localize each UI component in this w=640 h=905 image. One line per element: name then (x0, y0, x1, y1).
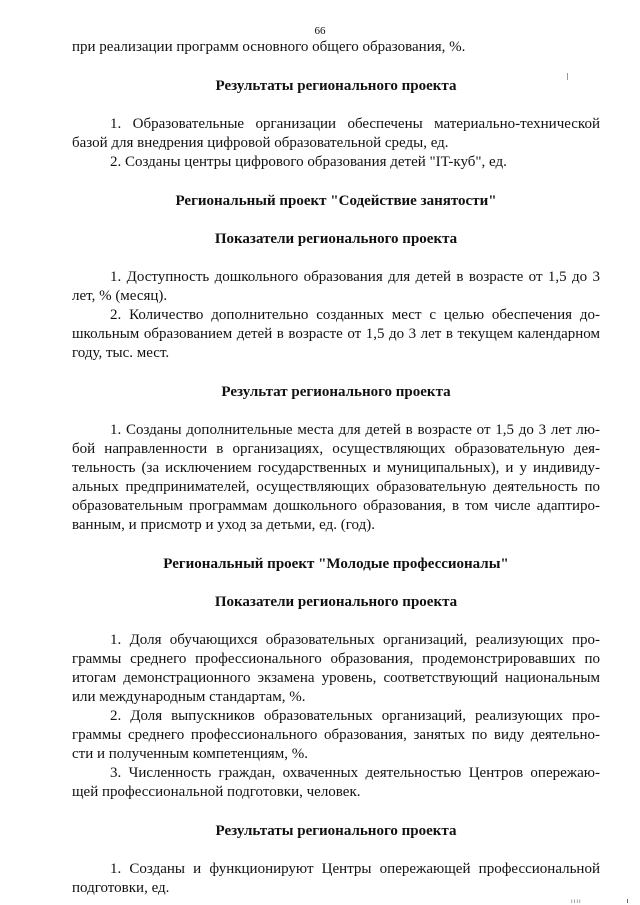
indicator-item: 1. Доля обучающихся образовательных организаций, реализующих про-граммы среднего профессионального образования, продемонстрировавших по итогам демонстрационного экзамена уровень, соответствующий национальным или международным стандартам, %. (72, 632, 600, 705)
project-title: Региональный проект "Молодые профессионалы" (163, 556, 509, 572)
indicator-item: 2. Доля выпускников образовательных организаций, реализующих про-граммы среднего профессионального образования, занятых по виду деятельно-сти и полученным компетенциям, %. (72, 708, 600, 762)
indicators-heading: Показатели регионального проекта (214, 594, 458, 610)
result-heading: Результат регионального проекта (221, 384, 451, 400)
continuation-line: при реализации программ основного общего образования, %. (72, 39, 466, 55)
project-title: Региональный проект "Содействие занятости" (175, 193, 497, 209)
document-body (72, 38, 600, 898)
indicator-item: 1. Доступность дошкольного образования для детей в возрасте от 1,5 до 3 лет, % (месяц). (72, 269, 600, 304)
result-item: 1. Образовательные организации обеспечены материально-технической базой для внедрения цифровой образовательной среды, ед. (72, 116, 600, 151)
result-item: 1. Созданы дополнительные места для детей в возрасте от 1,5 до 3 лет лю-бой направленности в организациях, осуществляющих образовательную дея-тельность (за исключением государственных и муниципальных), и у индивиду-альных предпринимателей, осуществляющих образовательную деятельность по образовательным программам дошкольного образования, в том числе адаптиро-ванным, и присмотр и уход за детьми, ед. (год). (72, 422, 600, 533)
results-heading: Результаты регионального проекта (215, 78, 457, 94)
page-number: 66 (314, 25, 326, 37)
result-item: 1. Созданы и функционируют Центры опережающей профессиональной подготовки, ед. (72, 861, 600, 896)
scan-mark: ıııı (571, 898, 582, 905)
scan-dot (627, 899, 628, 903)
result-item: 2. Созданы центры цифрового образования детей "IT-куб", ед. (110, 154, 507, 170)
results-heading: Результаты регионального проекта (215, 823, 457, 839)
indicator-item: 3. Численность граждан, охваченных деятельностью Центров опережаю-щей профессиональной подготовки, человек. (72, 765, 600, 800)
indicator-item: 2. Количество дополнительно созданных мест с целью обеспечения до-школьным образованием детей в возрасте от 1,5 до 3 лет в текущем календарном году, тыс. мест. (72, 307, 600, 361)
indicators-heading: Показатели регионального проекта (214, 231, 458, 247)
